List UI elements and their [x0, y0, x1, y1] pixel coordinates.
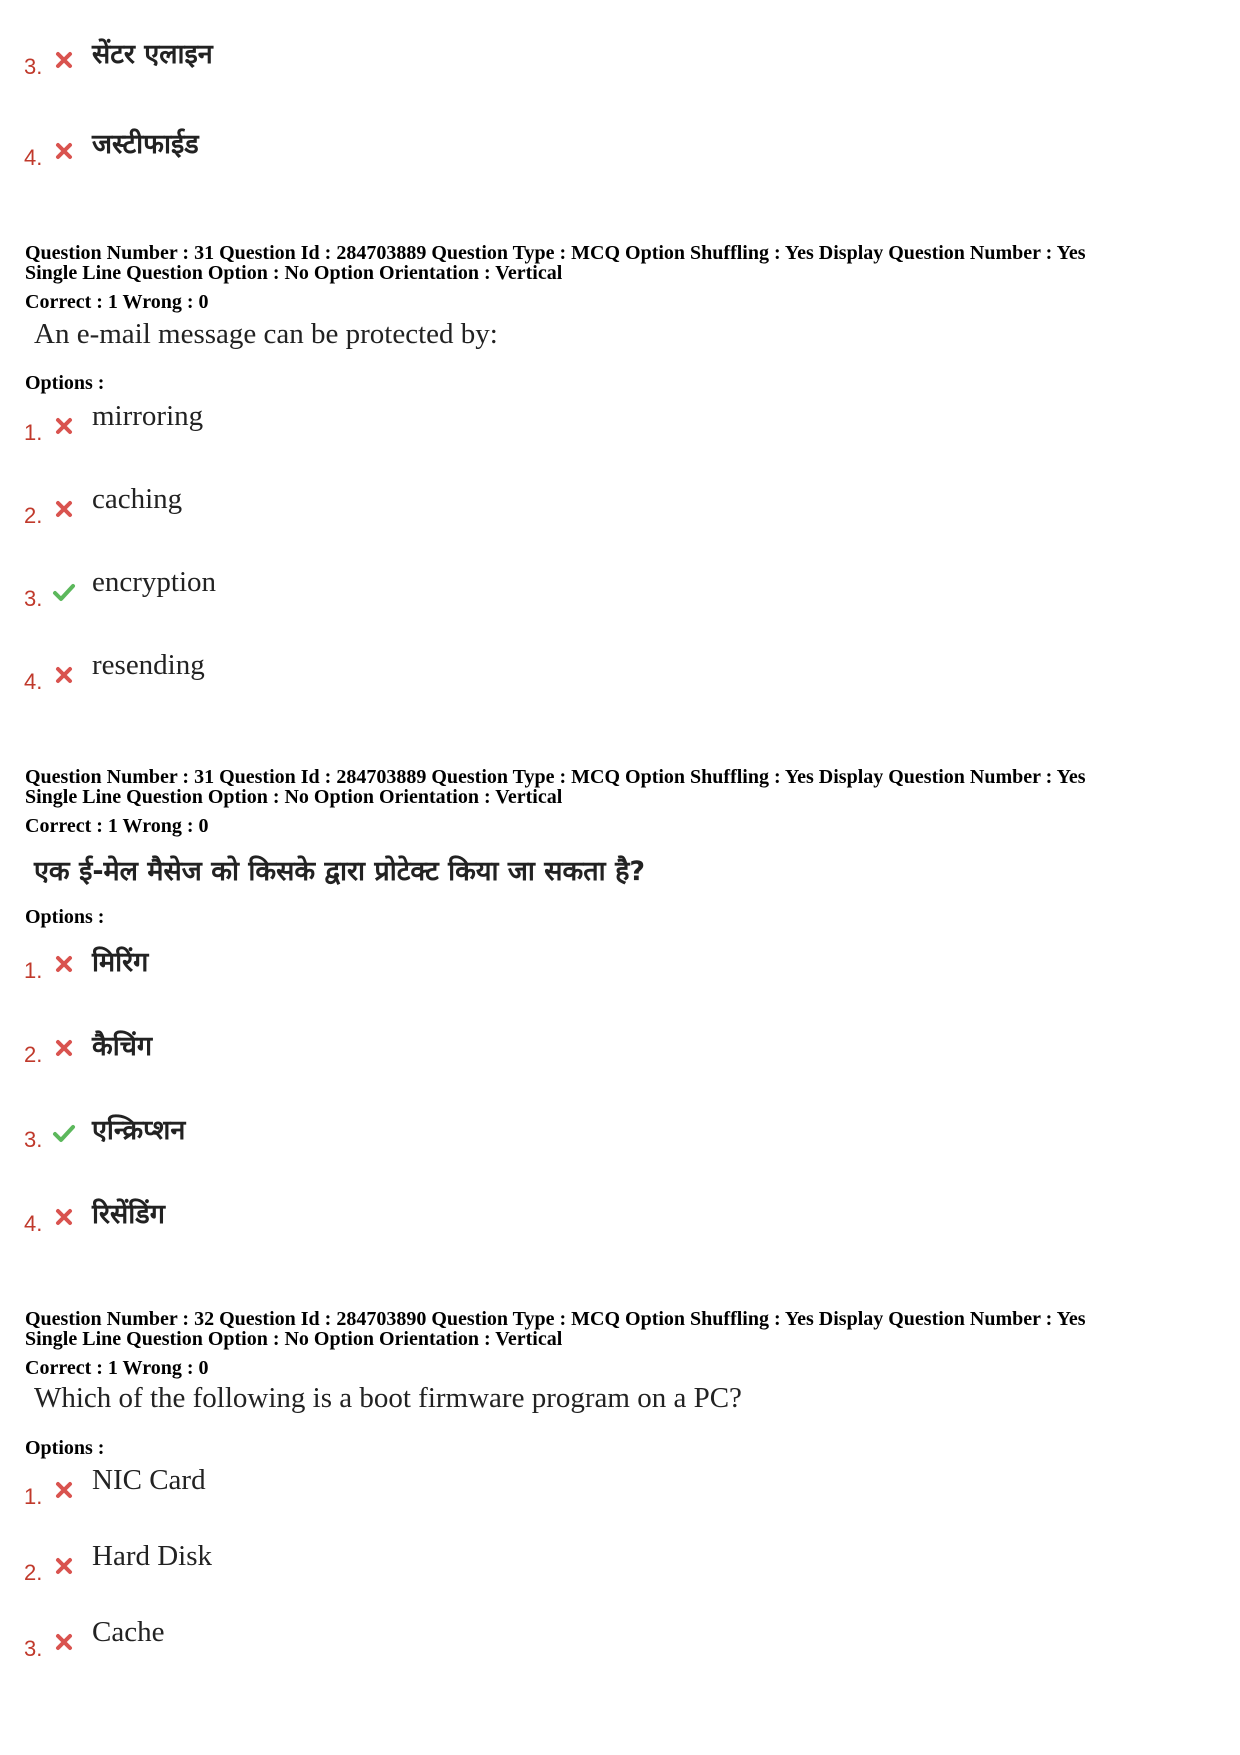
wrong-mark-icon — [52, 1478, 76, 1502]
options-label: Options : — [25, 372, 105, 394]
options-label: Options : — [25, 1437, 105, 1459]
correct-check-icon — [52, 1121, 76, 1145]
option-text: encryption — [92, 566, 217, 598]
correct-check-icon — [52, 580, 76, 604]
question-text: Which of the following is a boot firmware program on a PC? — [34, 1382, 742, 1414]
question-meta-line: Single Line Question Option : No Option Orientation : Vertical — [25, 262, 563, 284]
question-meta-line: Question Number : 31 Question Id : 284703889 Question Type : MCQ Option Shuffling : Yes Display Question Number : Yes — [25, 766, 1086, 788]
wrong-mark-icon — [52, 1205, 76, 1229]
wrong-mark-icon — [52, 497, 76, 521]
option-number: 1. — [24, 1484, 43, 1509]
wrong-mark-icon — [52, 952, 76, 976]
wrong-mark-icon — [52, 48, 76, 72]
question-meta-line: Single Line Question Option : No Option Orientation : Vertical — [25, 1328, 563, 1350]
question-meta-line: Question Number : 31 Question Id : 284703889 Question Type : MCQ Option Shuffling : Yes Display Question Number : Yes — [25, 242, 1086, 264]
option-text: NIC Card — [92, 1464, 206, 1496]
option-number: 2. — [24, 1560, 43, 1585]
option-number: 3. — [24, 1636, 43, 1661]
wrong-mark-icon — [52, 663, 76, 687]
option-text: रिसेंडिंग — [92, 1199, 165, 1230]
option-number: 2. — [24, 503, 43, 528]
question-text: An e-mail message can be protected by: — [34, 318, 498, 350]
option-text: resending — [92, 649, 205, 681]
wrong-mark-icon — [52, 414, 76, 438]
option-text: कैचिंग — [92, 1031, 153, 1062]
option-number: 3. — [24, 1127, 43, 1152]
score-line: Correct : 1 Wrong : 0 — [25, 1357, 209, 1379]
wrong-mark-icon — [52, 139, 76, 163]
wrong-mark-icon — [52, 1036, 76, 1060]
option-text: mirroring — [92, 400, 204, 432]
option-text: सेंटर एलाइन — [92, 39, 213, 70]
option-number: 2. — [24, 1042, 43, 1067]
question-meta-line: Single Line Question Option : No Option Orientation : Vertical — [25, 786, 563, 808]
wrong-mark-icon — [52, 1554, 76, 1578]
option-number: 4. — [24, 145, 43, 170]
score-line: Correct : 1 Wrong : 0 — [25, 291, 209, 313]
option-number: 1. — [24, 958, 43, 983]
wrong-mark-icon — [52, 1630, 76, 1654]
option-number: 3. — [24, 54, 43, 79]
option-number: 4. — [24, 1211, 43, 1236]
option-text: Cache — [92, 1616, 165, 1648]
option-text: मिरिंग — [92, 947, 149, 978]
option-text: Hard Disk — [92, 1540, 213, 1572]
score-line: Correct : 1 Wrong : 0 — [25, 815, 209, 837]
option-text: caching — [92, 483, 183, 515]
option-number: 4. — [24, 669, 43, 694]
question-meta-line: Question Number : 32 Question Id : 284703890 Question Type : MCQ Option Shuffling : Yes Display Question Number : Yes — [25, 1308, 1086, 1330]
question-text: एक ई-मेल मैसेज को किसके द्वारा प्रोटेक्ट किया जा सकता है? — [34, 856, 646, 887]
option-text: एन्क्रिप्शन — [92, 1115, 186, 1146]
option-number: 3. — [24, 586, 43, 611]
option-text: जस्टीफाईड — [92, 129, 199, 160]
options-label: Options : — [25, 906, 105, 928]
option-number: 1. — [24, 420, 43, 445]
